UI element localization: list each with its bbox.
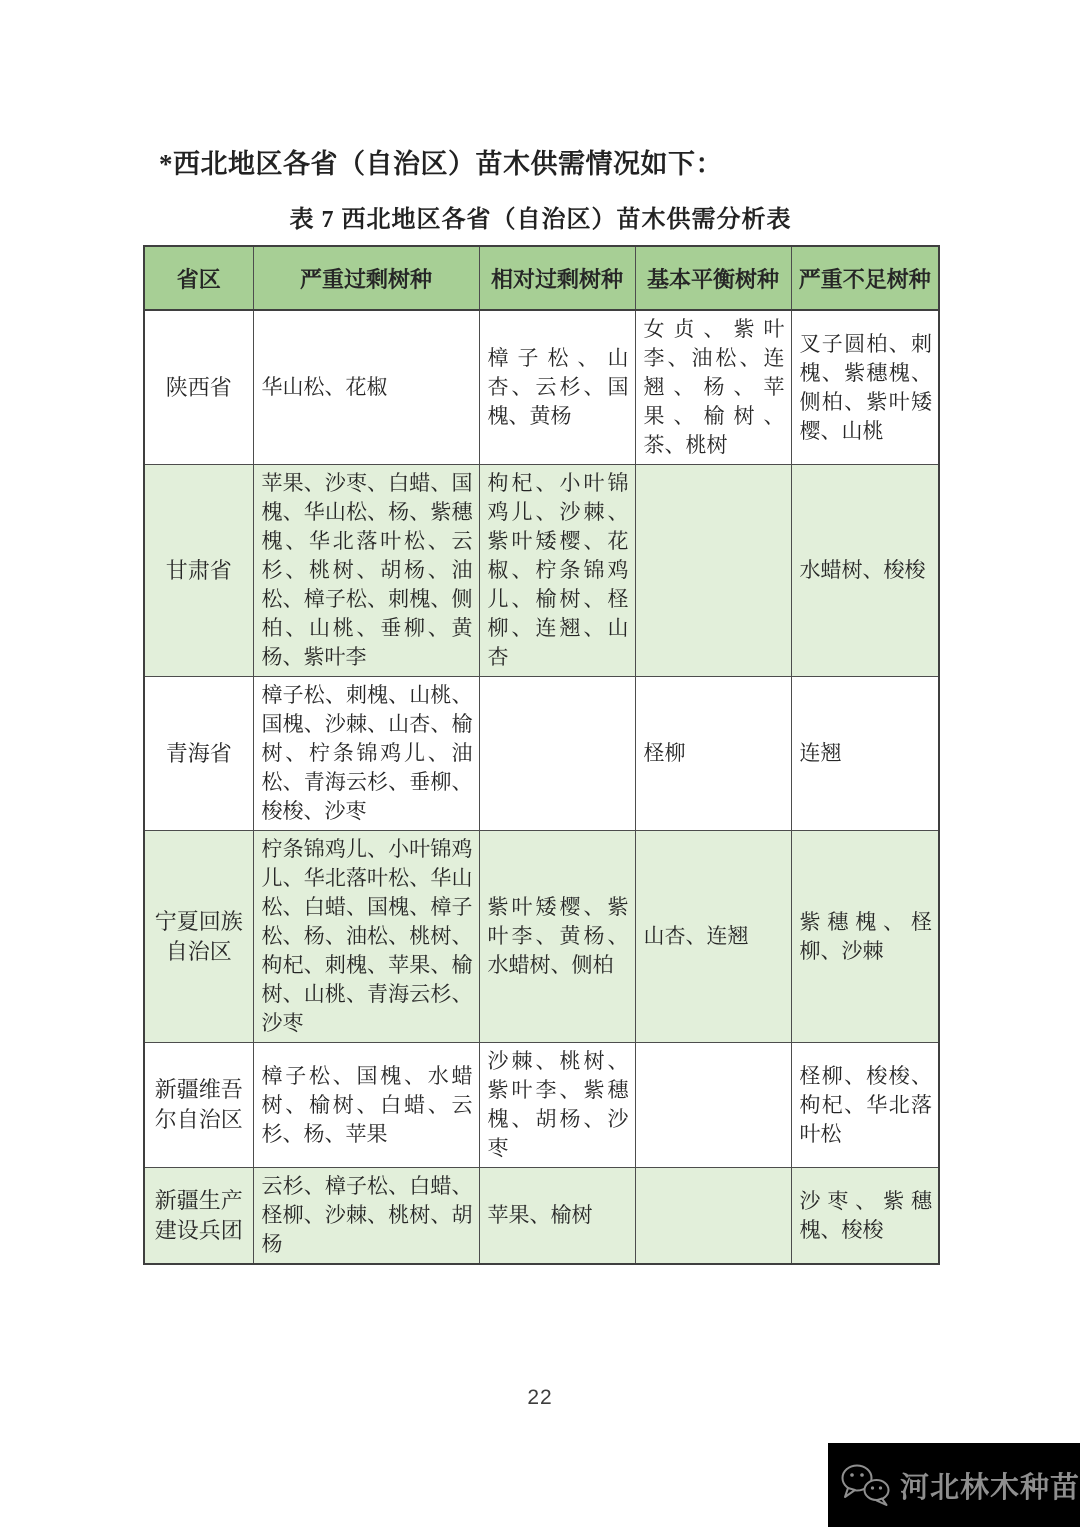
intro-text: *西北地区各省（自治区）苗木供需情况如下： bbox=[159, 149, 723, 179]
region-cell: 新疆生产建设兵团 bbox=[144, 1168, 253, 1265]
region-cell: 陕西省 bbox=[144, 310, 253, 465]
table-row-gansu bbox=[144, 465, 939, 677]
balanced-cell: 女贞、紫叶李、油松、连翘、杨、苹果、榆树、茶、桃树 bbox=[635, 310, 791, 465]
region-cell: 青海省 bbox=[144, 677, 253, 831]
severe-shortage-cell: 连翘 bbox=[791, 677, 939, 831]
severe-shortage-cell: 水蜡树、梭梭 bbox=[791, 465, 939, 677]
severe-shortage-cell: 柽柳、梭梭、枸杞、华北落叶松 bbox=[791, 1043, 939, 1168]
balanced-cell: 柽柳 bbox=[635, 677, 791, 831]
severe-surplus-cell: 华山松、花椒 bbox=[253, 310, 479, 465]
table-header-row bbox=[144, 246, 939, 310]
severe-shortage-cell: 沙枣、紫穗槐、梭梭 bbox=[791, 1168, 939, 1265]
severe-surplus-cell: 樟子松、国槐、水蜡树、榆树、白蜡、云杉、杨、苹果 bbox=[253, 1043, 479, 1168]
relative-surplus-cell: 樟子松、山杏、云杉、国槐、黄杨 bbox=[479, 310, 635, 465]
seedling-supply-demand-table bbox=[143, 245, 940, 1265]
balanced-cell bbox=[635, 1168, 791, 1265]
balanced-cell bbox=[635, 465, 791, 677]
relative-surplus-cell: 沙棘、桃树、紫叶李、紫穗槐、胡杨、沙枣 bbox=[479, 1043, 635, 1168]
table-row-shaanxi bbox=[144, 310, 939, 465]
wechat-icon bbox=[838, 1461, 894, 1509]
col-header-balanced: 基本平衡树种 bbox=[635, 246, 791, 310]
table-row-qinghai bbox=[144, 677, 939, 831]
table-row-xinjiang-corps bbox=[144, 1168, 939, 1265]
severe-surplus-cell: 云杉、樟子松、白蜡、柽柳、沙棘、桃树、胡杨 bbox=[253, 1168, 479, 1265]
col-header-severe-surplus: 严重过剩树种 bbox=[253, 246, 479, 310]
region-cell: 宁夏回族自治区 bbox=[144, 831, 253, 1043]
relative-surplus-cell: 枸杞、小叶锦鸡儿、沙棘、紫叶矮樱、花椒、柠条锦鸡儿、榆树、柽柳、连翘、山杏 bbox=[479, 465, 635, 677]
relative-surplus-cell bbox=[479, 677, 635, 831]
balanced-cell: 山杏、连翘 bbox=[635, 831, 791, 1043]
col-header-relative-surplus: 相对过剩树种 bbox=[479, 246, 635, 310]
relative-surplus-cell: 紫叶矮樱、紫叶李、黄杨、水蜡树、侧柏 bbox=[479, 831, 635, 1043]
table-caption: 表 7 西北地区各省（自治区）苗木供需分析表 bbox=[289, 207, 792, 233]
watermark-bar bbox=[828, 1443, 1080, 1527]
severe-surplus-cell: 樟子松、刺槐、山桃、国槐、沙棘、山杏、榆树、柠条锦鸡儿、油松、青海云杉、垂柳、梭梭、沙枣 bbox=[253, 677, 479, 831]
col-header-region: 省区 bbox=[144, 246, 253, 310]
severe-shortage-cell: 叉子圆柏、刺槐、紫穗槐、侧柏、紫叶矮樱、山桃 bbox=[791, 310, 939, 465]
balanced-cell bbox=[635, 1043, 791, 1168]
watermark-label: 河北林木种苗 bbox=[900, 1471, 1080, 1504]
table-row-ningxia bbox=[144, 831, 939, 1043]
severe-surplus-cell: 柠条锦鸡儿、小叶锦鸡儿、华北落叶松、华山松、白蜡、国槐、樟子松、杨、油松、桃树、枸杞、刺槐、苹果、榆树、山桃、青海云杉、沙枣 bbox=[253, 831, 479, 1043]
relative-surplus-cell: 苹果、榆树 bbox=[479, 1168, 635, 1265]
table-row-xinjiang bbox=[144, 1043, 939, 1168]
page-number: 22 bbox=[527, 1386, 553, 1409]
region-cell: 新疆维吾尔自治区 bbox=[144, 1043, 253, 1168]
col-header-severe-shortage: 严重不足树种 bbox=[791, 246, 939, 310]
severe-shortage-cell: 紫穗槐、柽柳、沙棘 bbox=[791, 831, 939, 1043]
severe-surplus-cell: 苹果、沙枣、白蜡、国槐、华山松、杨、紫穗槐、华北落叶松、云杉、桃树、胡杨、油松、樟子松、刺槐、侧柏、山桃、垂柳、黄杨、紫叶李 bbox=[253, 465, 479, 677]
region-cell: 甘肃省 bbox=[144, 465, 253, 677]
